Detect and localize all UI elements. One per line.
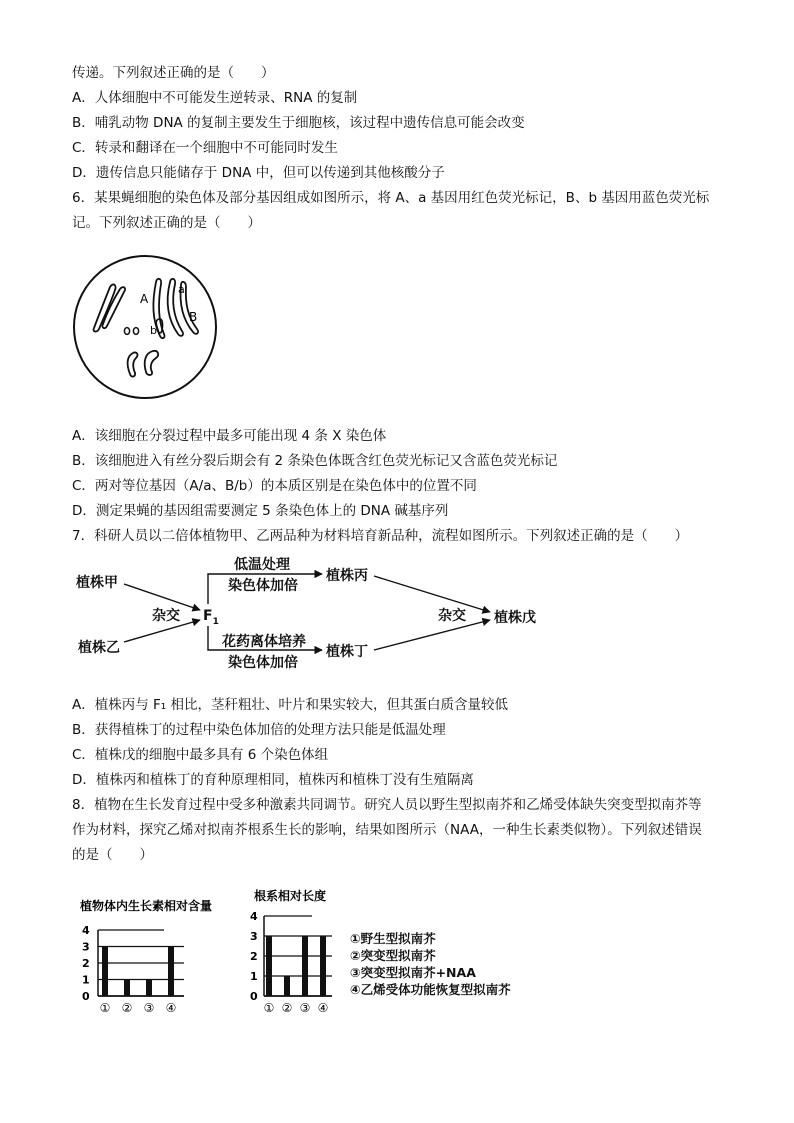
q8-stem-line3: 的是（ ） [72,847,153,863]
upper-step-1: 低温处理 [234,557,290,573]
arrow-ding-wu [374,620,490,650]
breeding-flowchart [72,552,552,672]
chart1-x-tick-label: ② [121,1001,133,1015]
plant-yi: 植株乙 [78,640,120,656]
chromosome-dot-2 [133,328,138,335]
chart2-x-tick-label: ④ [317,1001,329,1015]
chart2-y-tick-label: 0 [250,990,258,1003]
chromosome-bottom-1 [128,352,138,376]
legend-item-1: ①野生型拟南芥 [350,931,436,946]
plant-jia: 植株甲 [76,575,118,591]
chart1-y-tick-label: 1 [82,973,90,987]
chromosome-bottom-2 [145,351,158,375]
q7-option-b: B．获得植株丁的过程中染色体加倍的处理方法只能是低温处理 [72,722,446,738]
chart2-y-tick-label: 2 [250,950,258,963]
chart1-bar [168,947,174,997]
upper-step-2: 染色体加倍 [228,578,298,594]
chromosome-dot-1 [124,328,129,335]
q5-option-c: C．转录和翻译在一个细胞中不可能同时发生 [72,140,338,156]
gene-label-a: a [178,283,185,296]
q6-stem-line2: 记。下列叙述正确的是（ ） [72,215,261,231]
plant-bing: 植株丙 [326,568,368,584]
chart2-title: 根系相对长度 [254,889,327,903]
chart-legend [350,930,511,998]
chart1-y-tick-label: 2 [82,957,90,970]
chart2-bar [266,936,272,996]
plant-wu: 植株戊 [494,610,536,626]
q5-option-b: B．哺乳动物 DNA 的复制主要发生于细胞核，该过程中遗传信息可能会改变 [72,115,525,131]
q7-option-c: C．植株戊的细胞中最多具有 6 个染色体组 [72,747,329,763]
chart2-x-tick-label: ② [281,1001,293,1015]
q6-stem-line1: 6．某果蝇细胞的染色体及部分基因组成如图所示，将 A、a 基因用红色荧光标记，B、b 基因用蓝色荧光标 [72,190,710,206]
root-length-chart [246,882,346,1022]
chart1-x-tick-label: ④ [165,1001,177,1015]
chart1-bar [146,980,152,997]
chart1-y-tick-label: 0 [82,990,90,1003]
cross-label-1: 杂交 [152,608,180,624]
chart1-x-tick-label: ① [99,1001,111,1015]
chart2-bar [284,976,290,996]
q7-stem: 7．科研人员以二倍体植物甲、乙两品种为材料培育新品种，流程如图所示。下列叙述正确的是（ ） [72,528,689,544]
cross-label-2: 杂交 [438,608,466,624]
plant-ding: 植株丁 [326,644,368,660]
chromosome-left-1 [94,284,116,331]
q8-stem-line1: 8．植物在生长发育过程中受多种激素共同调节。研究人员以野生型拟南芥和乙烯受体缺失突变型拟南芥等 [72,797,702,813]
chart2-y-tick-label: 4 [250,910,258,923]
q7-option-a: A．植株丙与 F₁ 相比，茎秆粗壮、叶片和果实较大，但其蛋白质含量较低 [72,697,508,713]
arrow-bing-wu [374,576,490,612]
arrow-jia-f1 [124,584,200,610]
chart1-y-tick-label: 3 [82,940,90,954]
lower-step-1: 花药离体培养 [222,634,306,650]
legend-item-4: ④乙烯受体功能恢复型拟南芥 [350,982,511,997]
q6-option-d: D．测定果蝇的基因组需要测定 5 条染色体上的 DNA 碱基序列 [72,503,449,519]
q6-option-a: A．该细胞在分裂过程中最多可能出现 4 条 X 染色体 [72,428,387,444]
q8-stem-line2: 作为材料，探究乙烯对拟南芥根系生长的影响，结果如图所示（NAA，一种生长素类似物）。下列叙述错误 [72,822,702,838]
gene-label-b: b [150,324,157,337]
q5-option-d: D．遗传信息只能储存于 DNA 中，但可以传递到其他核酸分子 [72,165,445,181]
chart1-y-tick-label: 4 [82,924,90,937]
q5-option-a: A．人体细胞中不可能发生逆转录、RNA 的复制 [72,90,358,106]
f1-label: $F_1$ [203,608,219,627]
lower-step-2: 染色体加倍 [228,655,298,671]
auxin-content-chart [76,892,246,1022]
chart1-bar [102,947,108,997]
chart2-y-tick-label: 1 [250,970,258,983]
q7-option-d: D．植株丙和植株丁的育种原理相同，植株丙和植株丁没有生殖隔离 [72,772,474,788]
legend-item-2: ②突变型拟南芥 [350,948,436,963]
chart2-y-tick-label: 3 [250,930,258,943]
chart1-bar [124,980,130,997]
chart2-bar [302,936,308,996]
chart1-title: 植物体内生长素相对含量 [80,899,213,913]
gene-label-B: B [189,310,198,324]
chart2-bar [320,936,326,996]
chart1-x-tick-label: ③ [143,1001,155,1015]
q5-stem-tail: 传递。下列叙述正确的是（ ） [72,65,275,81]
q6-option-b: B．该细胞进入有丝分裂后期会有 2 条染色体既含红色荧光标记又含蓝色荧光标记 [72,453,558,469]
chart2-x-tick-label: ① [263,1001,275,1015]
gene-label-A: A [140,292,149,306]
legend-item-3: ③突变型拟南芥+NAA [350,965,476,980]
cell-chromosome-figure [70,252,220,402]
chart2-x-tick-label: ③ [299,1001,311,1015]
q6-option-c: C．两对等位基因（A/a、B/b）的本质区别是在染色体中的位置不同 [72,478,477,494]
